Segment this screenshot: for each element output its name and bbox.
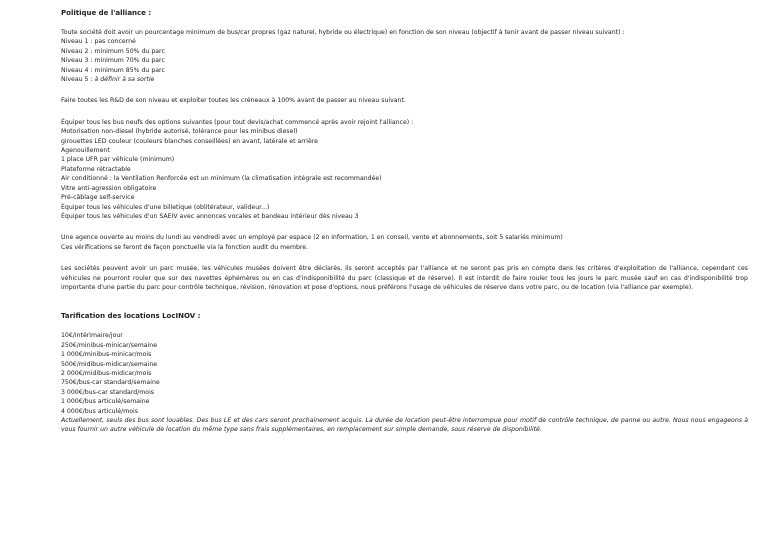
equipment-item: Plateforme rétractable [61, 165, 131, 173]
equipment-item: Équiper tous les véhicules d'un SAEIV avec annonces vocales et bandeau intérieur dès niveau 3 [61, 212, 359, 220]
politique-intro: Toute société doit avoir un pourcentage minimum de bus/car propres (gaz naturel, hybride ou électrique) en fonction de son niveau (objectif à tenir avant de passer niveau suivant) : [61, 29, 625, 36]
spacer [61, 292, 760, 311]
equipment-item: Air conditionné : la Ventilation Renforcée est un minimum (la climatisation intégrale est recommandée) [61, 175, 382, 183]
agence-line: Une agence ouverte au moins du lundi au vendredi avec un employé par espace (2 en information, 1 en conseil, vente et abonnements, soit 5 salariés minimum) [61, 234, 563, 242]
equipment-block [61, 118, 760, 221]
level-item: Niveau 1 : pas concerné [61, 38, 136, 46]
location-note [61, 416, 748, 435]
equipment-item: Motorisation non-diesel (hybride autorisé, tolérance pour les minibus diesel) [61, 128, 298, 136]
level5-prefix: Niveau 5 : [61, 76, 95, 84]
rate-item: 1 000€/minibus-minicar/mois [61, 351, 152, 359]
spacer [61, 252, 760, 264]
equipment-item: Agenouillement [61, 147, 110, 155]
level-item-5 [61, 75, 760, 84]
spacer [61, 84, 760, 96]
spacer [61, 221, 760, 233]
rate-item: 3 000€/bus-car standard/mois [61, 388, 155, 396]
level-item: Niveau 4 : minimum 85% du parc [61, 66, 165, 74]
level-item: Niveau 3 : minimum 70% du parc [61, 57, 165, 65]
rate-item: 1 000€/bus articulé/semaine [61, 398, 150, 406]
location-note-text: Actuellement, seuls des bus sont louables. Des bus LE et des cars seront prochainement acquis. La durée de location peut-être interrompue pour motif de contrôle technique, de panne ou autre. Nous nous engageons à vous fournir un autre véhicule de location du même type sans frais supplémentaires, en remplacement sur simple demande, sous réserve de disponibilité. [61, 417, 748, 434]
equipment-item: Équiper tous les véhicules d'une billetique (oblitérateur, valideur...) [61, 203, 270, 211]
equipment-item: 1 place UFR par véhicule (minimum) [61, 156, 175, 164]
rate-item: 750€/bus-car standard/semaine [61, 379, 160, 387]
level5-value: à définir à sa sortie [94, 76, 155, 84]
rate-item: 10€/intérimaire/jour [61, 332, 123, 340]
equipment-item: girouettes LED couleur (couleurs blanches conseillées) en avant, latérale et arrière [61, 137, 318, 145]
agence-block [61, 233, 760, 252]
rate-item: 250€/minibus-minicar/semaine [61, 341, 158, 349]
rate-item: 4 000€/bus articulé/mois [61, 407, 138, 415]
equipment-item: Pré-câblage self-service [61, 194, 135, 202]
politique-levels-block [61, 28, 760, 84]
musees-paragraph: Les sociétés peuvent avoir un parc musée, les véhicules musées doivent être déclarés, ils seront acceptés par l'alliance et ne seront pas pris en compte dans les critères d'exploitation de l'alliance, cependant ces véhicules ne pourront rouler que sur des navettes éphémères ou en cas d'indisponibilité du parc (classique et de réserve). Il est interdit de faire rouler tous les jours le parc musée sauf en cas d'indisponibilité trop importante d'une partie du parc pour contrôle technique, révision, rénovation et pose d'options, nous préférons l'usage de véhicules de réserve dans votre parc, ou de location (via l'alliance par exemple). [61, 265, 748, 291]
rates-list [61, 331, 760, 416]
rd-rule: Faire toutes les R&D de son niveau et exploiter toutes les créneaux à 100% avant de passer au niveau suivant. [61, 97, 406, 105]
spacer [61, 106, 760, 118]
politique-title: Politique de l'alliance : [61, 9, 152, 17]
equipment-intro: Équiper tous les bus neufs des options suivantes (pour tout devis/achat commencé après avoir rejoint l'alliance) : [61, 118, 414, 126]
rate-item: 500€/midibus-midicar/semaine [61, 360, 158, 368]
spacer [61, 18, 760, 28]
level-item: Niveau 2 : minimum 50% du parc [61, 47, 165, 55]
agence-line: Ces vérifications se feront de façon ponctuelle via la fonction audit du membre. [61, 243, 309, 251]
tarification-title: Tarification des locations LocINOV : [61, 312, 201, 321]
spacer [61, 321, 760, 331]
rate-item: 2 000€/midibus-midicar/mois [61, 369, 152, 377]
equipment-item: Vitre anti-agression obligatoire [61, 184, 157, 192]
